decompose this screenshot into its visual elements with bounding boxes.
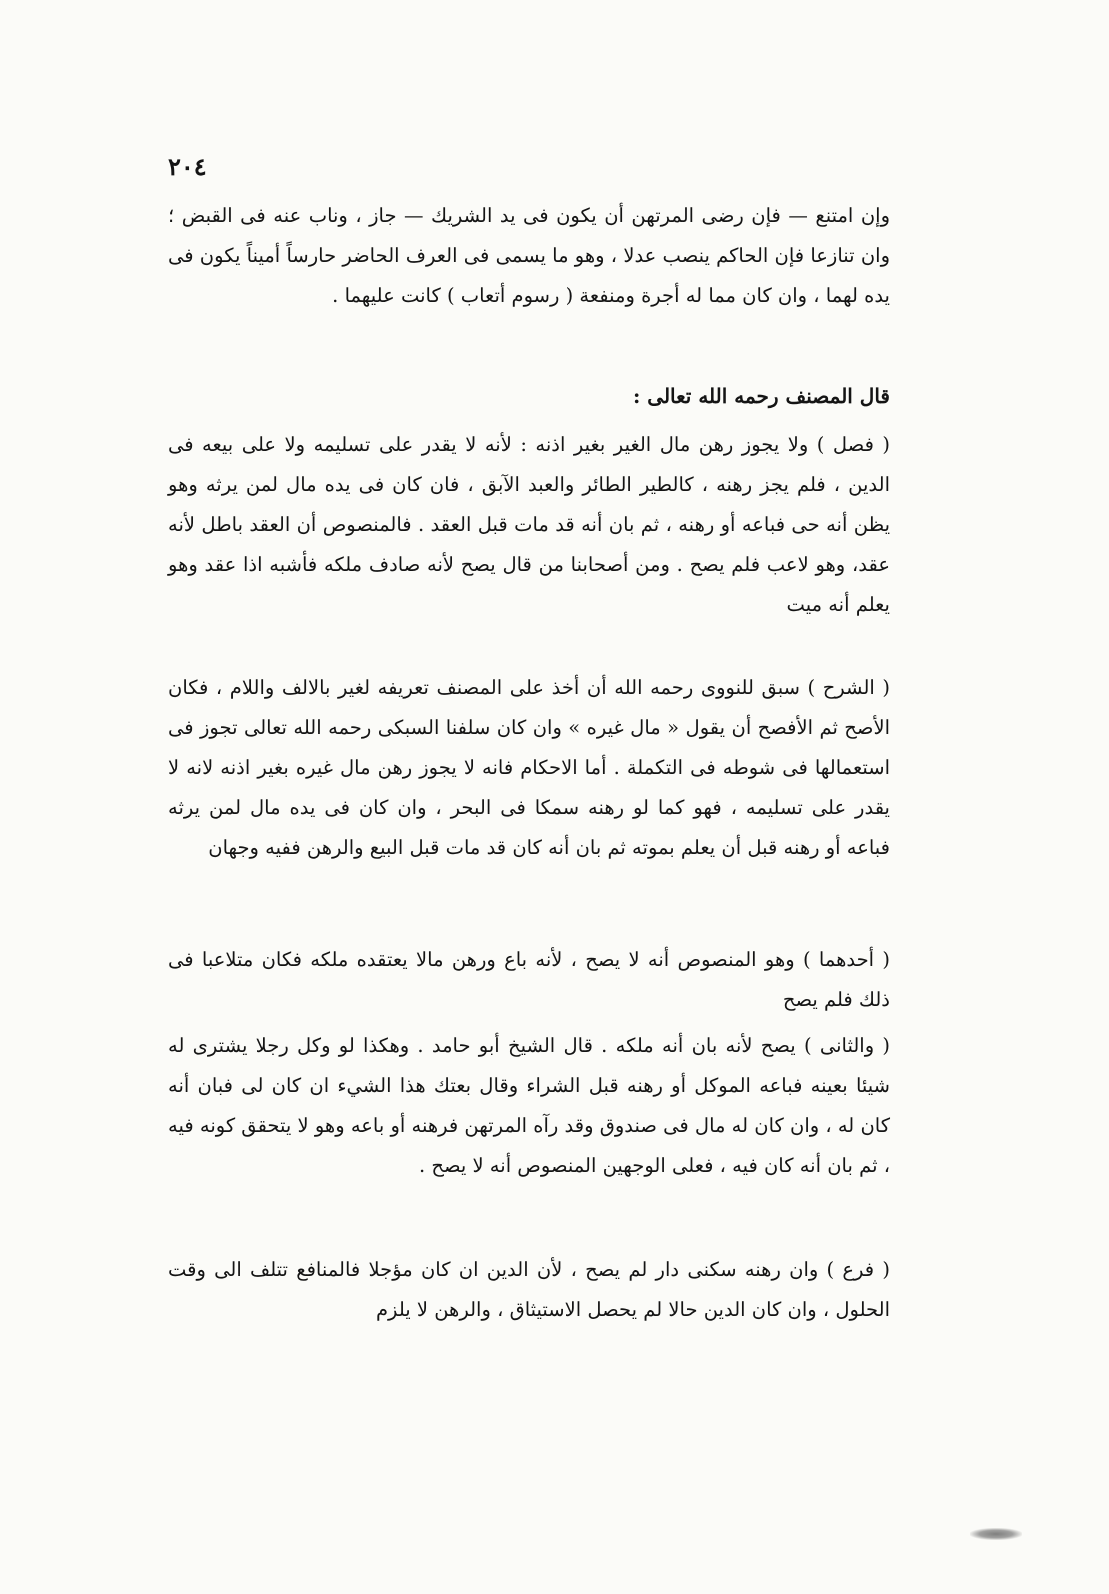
- paragraph-far: [168, 1250, 890, 1330]
- paragraph-text: وإن امتنع — فإن رضى المرتهن أن يكون فى يد الشريك — جاز ، وناب عنه فى القبض ؛ وان تنازعا فإن الحاكم ينصب عدلا ، وهو ما يسمى فى العرف الحاضر حارساً أميناً يكون فى يده لهما ، وان كان مما له أجرة ومنفعة ( رسوم أتعاب ) كانت عليهما .: [168, 204, 890, 307]
- paragraph-text: ( الشرح ) سبق للنووى رحمه الله أن أخذ على المصنف تعريفه لغير بالالف واللام ، فكان الأصح ثم الأفصح أن يقول « مال غيره » وان كان سلفنا السبكى رحمه الله تعالى تجوز فى استعمالها فى شوطه فى التكملة . أما الاحكام فانه لا يجوز رهن مال غيره بغير اذنه لانه لا يقدر على تسليمه ، فهو كما لو رهنه سمكا فى البحر ، وان كان فى يده مال لمن يرثه فباعه أو رهنه قبل أن يعلم بموته ثم بان أنه كان قد مات قبل البيع والرهن ففيه وجهان: [168, 676, 890, 859]
- paragraph-text: ( فرع ) وان رهنه سكنى دار لم يصح ، لأن الدين ان كان مؤجلا فالمنافع تتلف الى وقت الحلول ، وان كان الدين حالا لم يحصل الاستيثاق ، والرهن لا يلزم: [168, 1258, 890, 1321]
- page-number: ٢٠٤: [168, 152, 207, 181]
- paragraph-text: ( والثانى ) يصح لأنه بان أنه ملكه . قال الشيخ أبو حامد . وهكذا لو وكل رجلا يشترى له شيئا بعينه فباعه الموكل أو رهنه قبل الشراء وقال بعتك هذا الشيء ان كان لى فبان أنه كان له ، وان كان له مال فى صندوق وقد رآه المرتهن فرهنه أو باعه وهو لا يتحقق كونه فيه ، ثم بان أنه كان فيه ، فعلى الوجهين المنصوص أنه لا يصح .: [168, 1034, 890, 1177]
- paragraph-second-view: [168, 1026, 890, 1186]
- paragraph-sharh: [168, 668, 890, 868]
- author-heading: قال المصنف رحمه الله تعالى :: [632, 384, 890, 408]
- paragraph-continuation: [168, 196, 890, 316]
- ink-smudge: [970, 1528, 1022, 1540]
- paragraph-text: ( أحدهما ) وهو المنصوص أنه لا يصح ، لأنه باع ورهن مالا يعتقده ملكه فكان متلاعبا فى ذلك فلم يصح: [168, 948, 890, 1011]
- paragraph-fasl: [168, 425, 890, 625]
- paragraph-first-view: [168, 940, 890, 1020]
- paragraph-text: ( فصل ) ولا يجوز رهن مال الغير بغير اذنه : لأنه لا يقدر على تسليمه ولا على بيعه فى الدين ، فلم يجز رهنه ، كالطير الطائر والعبد الآبق ، فان كان فى يده مال لمن يرثه وهو يظن أنه حى فباعه أو رهنه ، ثم بان أنه قد مات قبل العقد . فالمنصوص أن العقد باطل لأنه عقد، وهو لاعب فلم يصح . ومن أصحابنا من قال يصح لأنه صادف ملكه فأشبه اذا عقد وهو يعلم أنه ميت: [168, 433, 890, 616]
